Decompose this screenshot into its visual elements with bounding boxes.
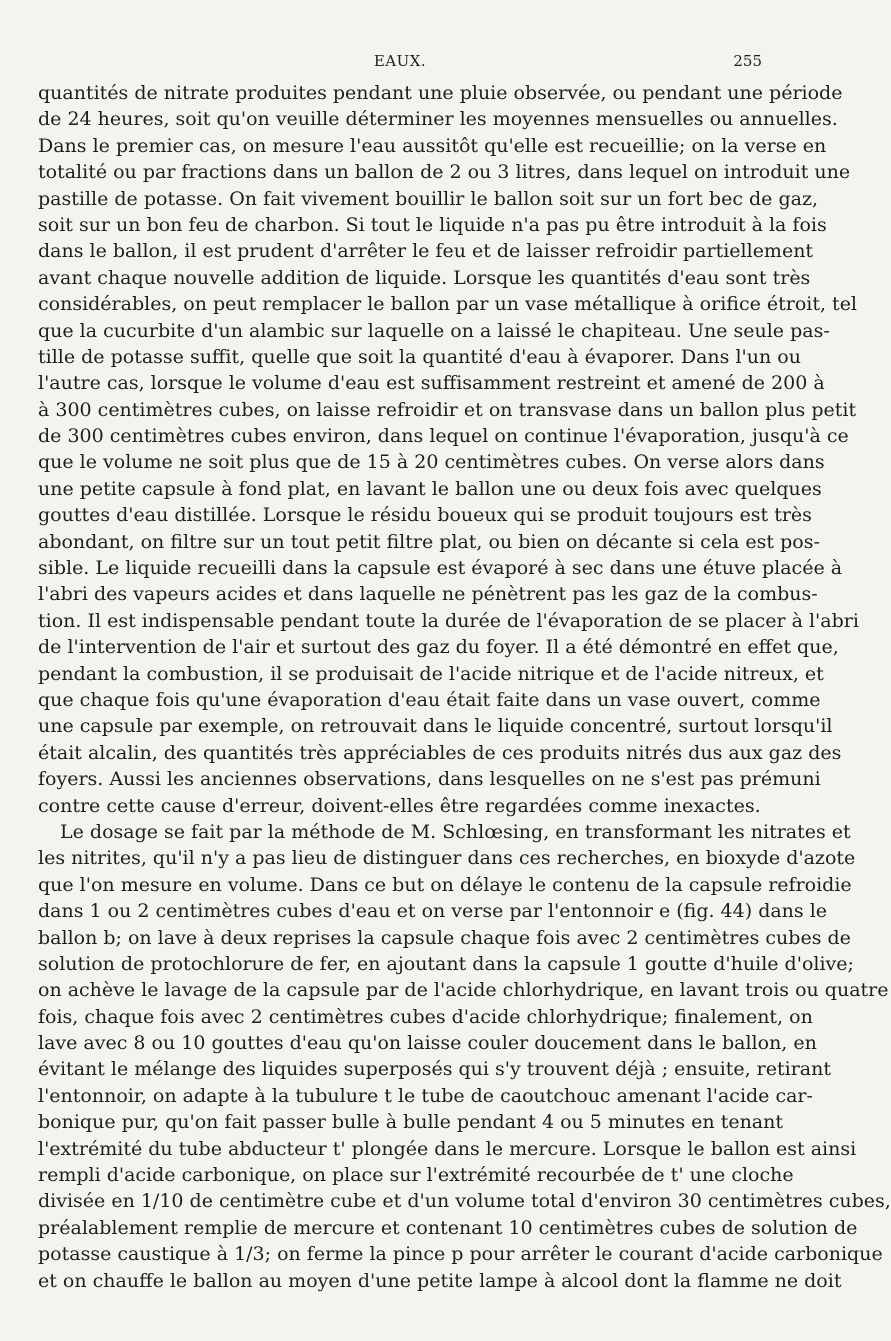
text-line: solution de protochlorure de fer, en ajoutant dans la capsule 1 goutte d'huile d'olive; [38,952,854,975]
text-line: sible. Le liquide recueilli dans la capsule est évaporé à sec dans une étuve placée à [38,557,843,580]
text-line: l'abri des vapeurs acides et dans laquelle ne pénètrent pas les gaz de la combus- [38,583,818,606]
text-line: l'entonnoir, on adapte à la tubulure t le tube de caoutchouc amenant l'acide car- [38,1084,813,1107]
text-line: et on chauffe le ballon au moyen d'une petite lampe à alcool dont la flamme ne doit [38,1269,842,1292]
text-line: que le volume ne soit plus que de 15 à 20 centimètres cubes. On verse alors dans [38,451,825,474]
text-line: ballon b; on lave à deux reprises la capsule chaque fois avec 2 centimètres cubes de [38,926,851,949]
text-line: les nitrites, qu'il n'y a pas lieu de distinguer dans ces recherches, en bioxyde d'azote [38,847,856,870]
text-line: évitant le mélange des liquides superposés qui s'y trouvent déjà ; ensuite, retirant [38,1058,831,1081]
text-line: était alcalin, des quantités très appréciables de ces produits nitrés dus aux gaz des [38,741,842,764]
text-line: l'extrémité du tube abducteur t' plongée dans le mercure. Lorsque le ballon est ainsi [38,1137,857,1160]
text-line: à 300 centimètres cubes, on laisse refroidir et on transvase dans un ballon plus petit [38,398,857,421]
text-line: gouttes d'eau distillée. Lorsque le résidu boueux qui se produit toujours est très [38,504,812,527]
page-header [38,52,762,74]
text-line: fois, chaque fois avec 2 centimètres cubes d'acide chlorhydrique; finalement, on [38,1005,813,1028]
text-line: foyers. Aussi les anciennes observations, dans lesquelles on ne s'est pas prémuni [38,768,821,791]
text-line: considérables, on peut remplacer le ballon par un vase métallique à orifice étroit, tel [38,293,858,316]
text-line: tion. Il est indispensable pendant toute la durée de l'évaporation de se placer à l'abri [38,609,859,632]
text-line: pendant la combustion, il se produisait de l'acide nitrique et de l'acide nitreux, et [38,662,824,685]
text-line: dans 1 ou 2 centimètres cubes d'eau et on verse par l'entonnoir e (fig. 44) dans le [38,900,828,923]
text-line: que la cucurbite d'un alambic sur laquelle on a laissé le chapiteau. Une seule pas- [38,319,830,342]
text-line: on achève le lavage de la capsule par de l'acide chlorhydrique, en lavant trois ou quatre [38,979,889,1002]
text-line: l'autre cas, lorsque le volume d'eau est suffisamment restreint et amené de 200 à [38,372,825,395]
text-line: Le dosage se fait par la méthode de M. Schlœsing, en transformant les nitrates et [60,820,851,843]
text-line: soit sur un bon feu de charbon. Si tout le liquide n'a pas pu être introduit à la fois [38,213,827,236]
text-line: totalité ou par fractions dans un ballon de 2 ou 3 litres, dans lequel on introduit une [38,161,851,184]
text-line: abondant, on filtre sur un tout petit filtre plat, ou bien on décante si cela est pos- [38,530,820,553]
text-line: bonique pur, qu'on fait passer bulle à bulle pendant 4 ou 5 minutes en tenant [38,1111,784,1134]
text-line: tille de potasse suffit, quelle que soit la quantité d'eau à évaporer. Dans l'un ou [38,345,801,368]
text-line: une capsule par exemple, on retrouvait dans le liquide concentré, surtout lorsqu'il [38,715,833,738]
text-line: de 24 heures, soit qu'on veuille déterminer les moyennes mensuelles ou annuelles. [38,108,838,131]
text-line: de 300 centimètres cubes environ, dans lequel on continue l'évaporation, jusqu'à ce [38,425,849,448]
page-number: 255 [733,52,762,70]
text-line: lave avec 8 ou 10 gouttes d'eau qu'on laisse couler doucement dans le ballon, en [38,1032,817,1055]
text-line: avant chaque nouvelle addition de liquide. Lorsque les quantités d'eau sont très [38,266,811,289]
text-line: pastille de potasse. On fait vivement bouillir le ballon soit sur un fort bec de gaz, [38,187,819,210]
text-line: une petite capsule à fond plat, en lavant le ballon une ou deux fois avec quelques [38,477,822,500]
text-line: de l'intervention de l'air et surtout des gaz du foyer. Il a été démontré en effet que, [38,636,839,659]
running-head: EAUX. [373,52,427,70]
text-line: contre cette cause d'erreur, doivent-elles être regardées comme inexactes. [38,794,761,817]
text-line: quantités de nitrate produites pendant une pluie observée, ou pendant une période [38,82,843,104]
text-line: rempli d'acide carbonique, on place sur l'extrémité recourbée de t' une cloche [38,1164,794,1187]
text-line: que l'on mesure en volume. Dans ce but on délaye le contenu de la capsule refroidie [38,873,852,896]
text-line: potasse caustique à 1/3; on ferme la pince p pour arrêter le courant d'acide carbonique [38,1243,883,1266]
text-line: préalablement remplie de mercure et contenant 10 centimètres cubes de solution de [38,1216,858,1239]
text-line: que chaque fois qu'une évaporation d'eau était faite dans un vase ouvert, comme [38,688,821,711]
text-line: Dans le premier cas, on mesure l'eau aussitôt qu'elle est recueillie; on la verse en [38,134,827,157]
text-line: dans le ballon, il est prudent d'arrêter le feu et de laisser refroidir partiellement [38,240,814,263]
body-text [38,80,891,1294]
text-line: divisée en 1/10 de centimètre cube et d'un volume total d'environ 30 centimètres cubes, [38,1190,891,1213]
